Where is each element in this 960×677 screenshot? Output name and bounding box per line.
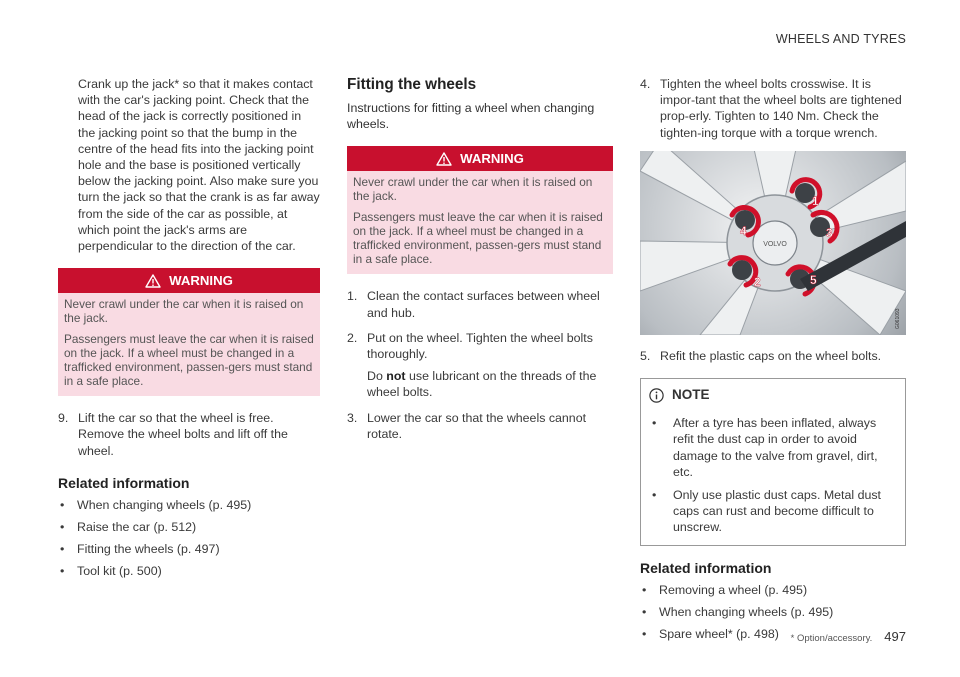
image-code: G061093	[895, 308, 901, 329]
note-box	[640, 378, 906, 546]
step-text: Lower the car so that the wheels cannot rotate.	[367, 410, 587, 441]
note-header	[649, 387, 897, 403]
warning-box	[58, 268, 320, 396]
note-title: NOTE	[672, 387, 710, 403]
related-info-heading: Related information	[640, 559, 772, 576]
note-list	[649, 415, 897, 535]
bolt-label-5: 5	[810, 272, 817, 287]
step-number: 3.	[347, 410, 358, 425]
warning-text: Passengers must leave the car when it is raised on the jack. If a wheel must be changed in a trafficked environment, passen-gers must stand in a safe place.	[64, 332, 314, 389]
section-intro: Instructions for fitting a wheel when changing wheels.	[347, 101, 595, 132]
warning-header	[347, 146, 613, 171]
column-left	[58, 76, 320, 580]
bolt-label-2: 2	[754, 274, 761, 289]
footnote: * Option/accessory.	[790, 633, 873, 644]
step-number: 4.	[640, 77, 651, 91]
step-text: Put on the wheel. Tighten the wheel bolts thoroughly.	[367, 330, 593, 362]
warning-title: WARNING	[460, 150, 524, 166]
step-text: Refit the plastic caps on the wheel bolts.	[660, 348, 882, 363]
note-item: • Only use plastic dust caps. Metal dust caps can rust and become difficult to unscrew.	[649, 487, 897, 536]
step-text: Lift the car so that the wheel is free. Remove the wheel bolts and lift off the wheel.	[78, 411, 288, 458]
bullet-icon: •	[642, 604, 647, 619]
related-info-heading: Related information	[58, 474, 190, 491]
step-text: Clean the contact surfaces between wheel and hub.	[367, 289, 600, 320]
bullet-icon: •	[642, 582, 647, 597]
warning-triangle-icon	[145, 274, 161, 288]
note-item: • After a tyre has been inflated, always refit the dust cap in order to avoid damage to the valve from gravel, dirt, etc.	[649, 415, 897, 480]
info-circle-icon	[649, 388, 664, 403]
related-link[interactable]: • When changing wheels (p. 495)	[60, 497, 252, 512]
related-link[interactable]: • Tool kit (p. 500)	[60, 564, 162, 579]
related-link[interactable]: • Fitting the wheels (p. 497)	[60, 542, 220, 557]
column-right	[640, 76, 906, 642]
warning-title: WARNING	[169, 272, 233, 288]
step-number: 1.	[347, 289, 358, 304]
bolt-label-3: 3	[826, 225, 833, 240]
wheel-bolts-illustration	[640, 151, 906, 335]
jack-paragraph: Crank up the jack* so that it makes contact with the car's jacking point. Check that the head of the jack is correctly positioned in the jacking point so that the bump in the centre of the head fits into the jacking point hole and the base is positioned vertically below the jacking point. Also make sure you turn the jack so that the crank is as far away from the side of the car as possible, at which point the jack's arms are perpendicular to the direction of the car.	[78, 77, 320, 254]
page-header-section: WHEELS AND TYRES	[775, 32, 906, 46]
related-link[interactable]: • Spare wheel* (p. 498)	[642, 627, 779, 642]
bullet-icon: •	[60, 497, 65, 512]
warning-body	[58, 293, 320, 396]
bullet-icon: •	[642, 627, 647, 642]
related-link[interactable]: • Raise the car (p. 512)	[60, 520, 197, 535]
bullet-icon: •	[60, 564, 65, 579]
step-3	[347, 410, 613, 442]
step-number: 9.	[58, 411, 69, 426]
step-1	[347, 288, 613, 320]
step-2	[347, 330, 613, 401]
related-link[interactable]: • Removing a wheel (p. 495)	[642, 582, 808, 597]
step-number: 2.	[347, 330, 358, 345]
warning-text: Never crawl under the car when it is raised on the jack.	[64, 297, 304, 326]
wheel-illustration-svg	[640, 151, 906, 335]
step-subnote: Do not use lubricant on the threads of the wheel bolts.	[367, 369, 597, 400]
related-link[interactable]: • When changing wheels (p. 495)	[642, 604, 834, 619]
page-number: 497	[884, 629, 906, 644]
step-text: Tighten the wheel bolts crosswise. It is impor-tant that the wheel bolts are tightened prop-erly. Tighten to 140 Nm. Check the tighten-ing torque with a torque wrench.	[660, 77, 902, 140]
section-title: Fitting the wheels	[347, 76, 477, 93]
related-info-list	[58, 497, 320, 580]
bullet-icon: •	[652, 416, 657, 431]
warning-header	[58, 268, 320, 293]
step-number: 5.	[640, 348, 651, 363]
bullet-icon: •	[60, 520, 65, 535]
warning-text: Passengers must leave the car when it is raised on the jack. If a wheel must be changed in a trafficked environment, passen-gers must stand in a safe place.	[353, 210, 603, 267]
step-9	[58, 410, 320, 459]
warning-body	[347, 171, 613, 274]
warning-triangle-icon	[436, 152, 452, 166]
bullet-icon: •	[652, 488, 657, 503]
emphasis-not: not	[386, 369, 406, 384]
page-footer	[791, 629, 906, 647]
step-4	[640, 76, 906, 141]
step-5	[640, 348, 906, 364]
column-middle	[347, 76, 613, 442]
bolt-label-4: 4	[740, 223, 747, 238]
bolt-label-1: 1	[812, 193, 819, 208]
warning-text: Never crawl under the car when it is raised on the jack.	[353, 175, 593, 204]
brand-label: VOLVO	[763, 240, 787, 248]
warning-box	[347, 146, 613, 274]
bullet-icon: •	[60, 542, 65, 557]
